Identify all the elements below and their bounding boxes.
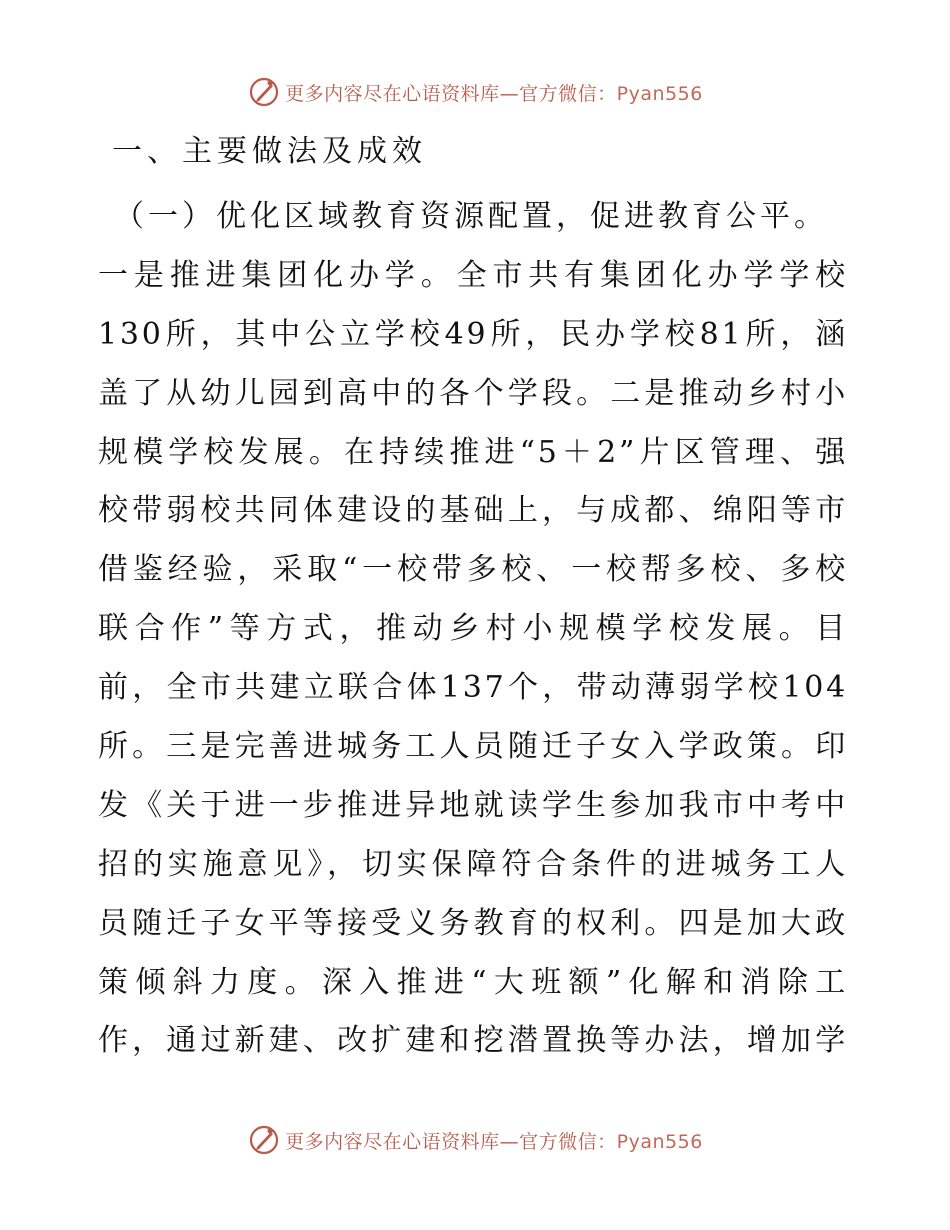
text-line: 借鉴经验，采取“一校带多校、一校帮多校、多校: [98, 552, 848, 588]
section-heading: 一、主要做法及成效: [112, 134, 427, 169]
text-line: 发《关于进一步推进异地就读学生参加我市中考中: [98, 787, 848, 823]
text-line: 作，通过新建、改扩建和挖潜置换等办法，增加学: [98, 1023, 848, 1059]
watermark-wechat-id: Pyan556: [616, 82, 703, 105]
text-line: 招的实施意见》，切实保障符合条件的进城务工人: [98, 846, 848, 882]
text-line: 策倾斜力度。深入推进“大班额”化解和消除工: [98, 964, 848, 1000]
text-line: 员随迁子女平等接受义务教育的权利。四是加大政: [98, 905, 848, 941]
text-line: 规模学校发展。在持续推进“5＋2”片区管理、强: [98, 434, 848, 470]
text-line: 盖了从幼儿园到高中的各个学段。二是推动乡村小: [98, 375, 848, 411]
quill-logo-icon: [247, 1123, 281, 1157]
text-line: 所。三是完善进城务工人员随迁子女入学政策。印: [98, 729, 848, 765]
footer-watermark: [0, 1120, 950, 1160]
quill-logo-icon: [247, 75, 281, 109]
text-line: 校带弱校共同体建设的基础上，与成都、绵阳等市: [98, 493, 848, 529]
watermark-text: 更多内容尽在心语资料库—官方微信：Pyan556: [285, 82, 703, 105]
watermark-wechat-id: Pyan556: [616, 1130, 703, 1153]
text-line: 130所，其中公立学校49所，民办学校81所，涵: [98, 316, 848, 352]
watermark-text: 更多内容尽在心语资料库—官方微信：Pyan556: [285, 1130, 703, 1153]
header-watermark: [0, 72, 950, 112]
subsection-heading: （一）优化区域教育资源配置，促进教育公平。: [114, 199, 828, 234]
text-line: 一是推进集团化办学。全市共有集团化办学学校: [98, 257, 848, 293]
text-line: 前，全市共建立联合体137个，带动薄弱学校104: [98, 670, 848, 706]
body-paragraph: [98, 188, 858, 1071]
text-line: 联合作”等方式，推动乡村小规模学校发展。目: [98, 611, 848, 647]
